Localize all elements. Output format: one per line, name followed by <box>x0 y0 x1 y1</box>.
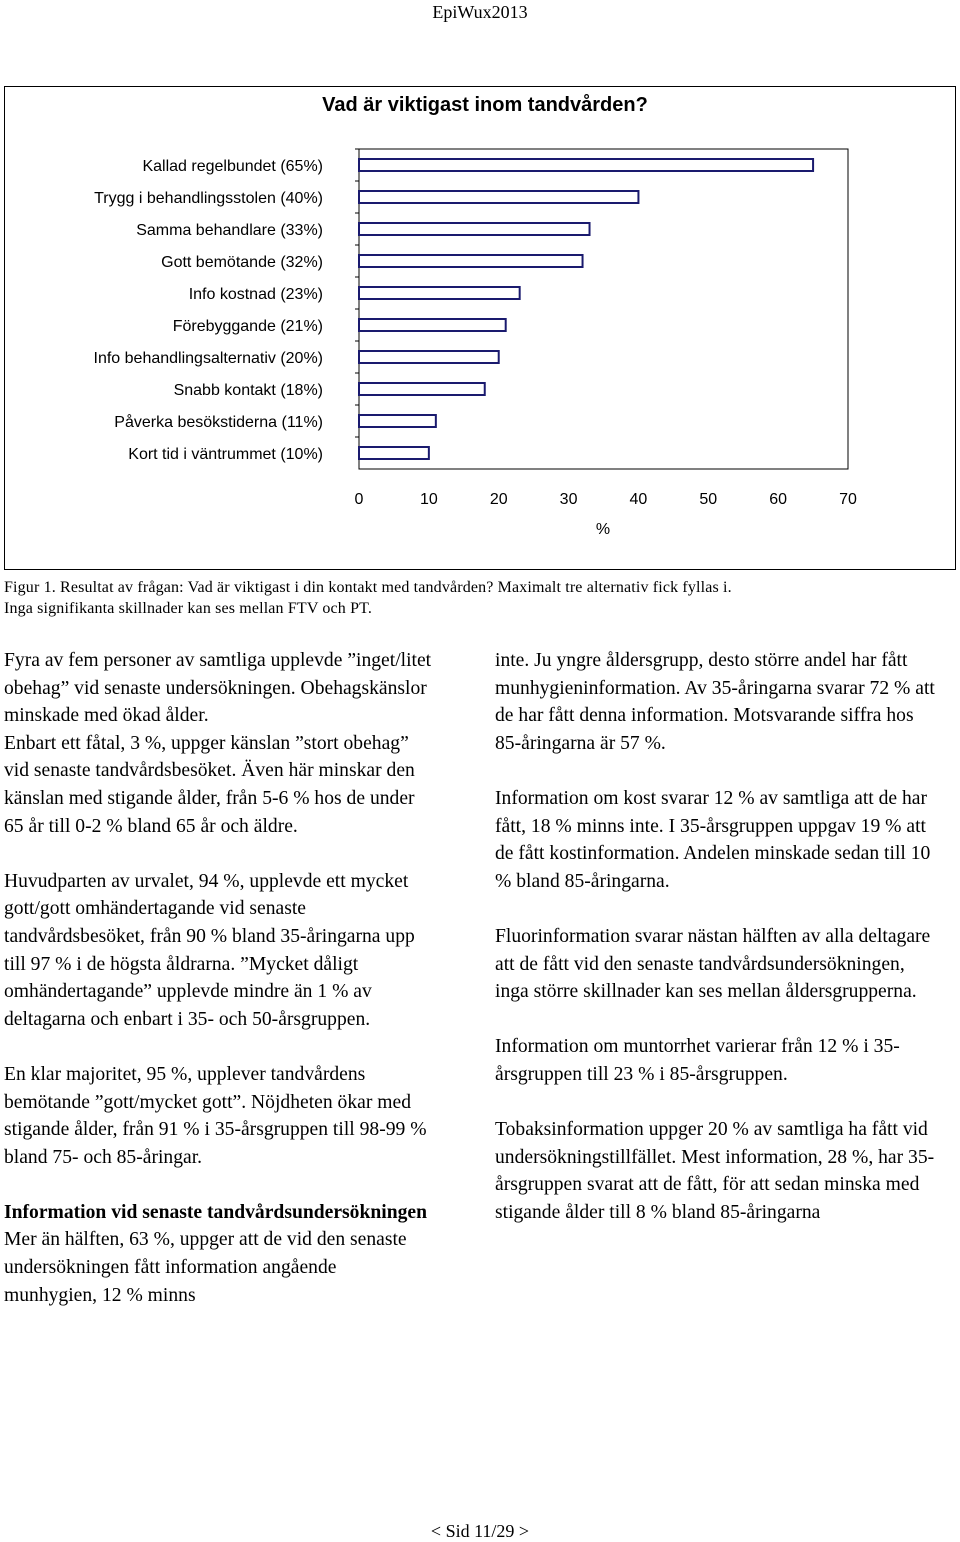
chart-frame <box>4 86 956 570</box>
right-column <box>495 647 935 1226</box>
chart-title: Vad är viktigast inom tandvården? <box>322 94 648 116</box>
x-tick-label: 20 <box>489 491 508 508</box>
paragraph-munhygien-cont: inte. Ju yngre åldersgrupp, desto större andel har fått munhygieninformation. Av 35-åringarna svarar 72 % att de har fått denna information. Motsvarande siffra hos 85-åringarna är 57 %. <box>495 650 935 754</box>
category-labels <box>94 158 323 463</box>
category-label: Kort tid i väntrummet (10%) <box>128 446 323 463</box>
bar <box>359 383 485 395</box>
paragraph-tobak: Tobaksinformation uppger 20 % av samtliga ha fått vid undersökningstillfället. Mest information, 28 %, har 35-årsgruppen svarat att de fått, för att sedan minska med stigande ålder till 8 % bland 85-åringarna <box>495 1119 935 1223</box>
bar <box>359 159 813 171</box>
x-tick-label: 30 <box>559 491 578 508</box>
paragraph-obehag: Fyra av fem personer av samtliga upplevde ”inget/litet obehag” vid senaste undersökningen. Obehagskänslor minskade med ökad ålder. <box>4 650 432 727</box>
caption-line-1: Figur 1. Resultat av frågan: Vad är viktigast i din kontakt med tandvården? Maximalt tre alternativ fick fyllas i. <box>4 579 732 596</box>
category-label: Förebyggande (21%) <box>172 318 323 335</box>
bar <box>359 255 583 267</box>
category-label: Trygg i behandlingsstolen (40%) <box>94 190 323 207</box>
category-label: Info behandlingsalternativ (20%) <box>93 350 323 367</box>
x-tick-labels <box>355 491 857 508</box>
paragraph-fluor: Fluorinformation svarar nästan hälften av alla deltagare att de fått vid den senaste tandvårdsundersökningen, inga större skillnader kan ses mellan åldersgrupperna. <box>495 925 931 1003</box>
paragraph-kost: Information om kost svarar 12 % av samtliga att de har fått, 18 % minns inte. I 35-årsgruppen uppgav 19 % att de fått kostinformation. Andelen minskade sedan till 10 % bland 85-åringarna. <box>495 787 931 892</box>
category-label: Påverka besökstiderna (11%) <box>114 414 323 431</box>
running-header: EpiWux2013 <box>432 2 528 22</box>
category-label: Snabb kontakt (18%) <box>173 382 323 399</box>
paragraph-muntorrhet: Information om muntorrhet varierar från 12 % i 35-årsgruppen till 23 % i 85-årsgruppen. <box>495 1036 900 1085</box>
bar <box>359 319 506 331</box>
bar <box>359 191 638 203</box>
x-tick-label: 60 <box>769 491 788 508</box>
paragraph-stort-obehag: Enbart ett fåtal, 3 %, uppger känslan ”stort obehag” vid senaste tandvårdsbesöket. Även här minskar den känslan med stigande ålder, från 5-6 % hos de under 65 år till 0-2 % bland 65 år och äldre. <box>4 732 415 837</box>
bar <box>359 447 429 459</box>
category-label: Kallad regelbundet (65%) <box>142 158 323 175</box>
section-information <box>4 1199 434 1309</box>
bar <box>359 415 436 427</box>
x-tick-label: 50 <box>699 491 718 508</box>
x-tick-label: 40 <box>629 491 648 508</box>
category-label: Gott bemötande (32%) <box>161 254 323 271</box>
bar <box>359 287 520 299</box>
category-label: Info kostnad (23%) <box>188 286 323 303</box>
paragraph-munhygien: Mer än hälften, 63 %, uppger att de vid den senaste undersökningen fått information angående munhygien, 12 % minns <box>4 1229 407 1306</box>
bar <box>359 223 590 235</box>
x-axis-label: % <box>595 521 611 538</box>
paragraph-omhandertagande: Huvudparten av urvalet, 94 %, upplevde ett mycket gott/gott omhändertagande vid senaste tandvårdsbesöket, från 90 % bland 35-åringarna upp till 97 % i de högsta åldrarna. ”Mycket dåligt omhändertagande” upplevde mindre än 1 % av deltagarna och enbart i 35- och 50-årsgruppen. <box>4 870 415 1030</box>
paragraph-bemotande: En klar majoritet, 95 %, upplever tandvårdens bemötande ”gott/mycket gott”. Nöjdheten ökar med stigande ålder, från 91 % i 35-årsgruppen till 98-99 % bland 75- och 85-åringar. <box>4 1063 427 1168</box>
x-tick-label: 70 <box>839 491 857 508</box>
x-tick-label: 0 <box>354 491 364 508</box>
figure-caption <box>4 577 954 619</box>
caption-line-2: Inga signifikanta skillnader kan ses mellan FTV och PT. <box>4 600 373 617</box>
x-tick-label: 10 <box>419 491 438 508</box>
section-heading: Information vid senaste tandvårdsundersökningen <box>4 1201 427 1223</box>
page-footer: < Sid 11/29 > <box>430 1521 530 1541</box>
bar <box>359 351 499 363</box>
left-column <box>4 647 434 1309</box>
bar-chart <box>5 87 955 569</box>
category-label: Samma behandlare (33%) <box>136 222 323 239</box>
